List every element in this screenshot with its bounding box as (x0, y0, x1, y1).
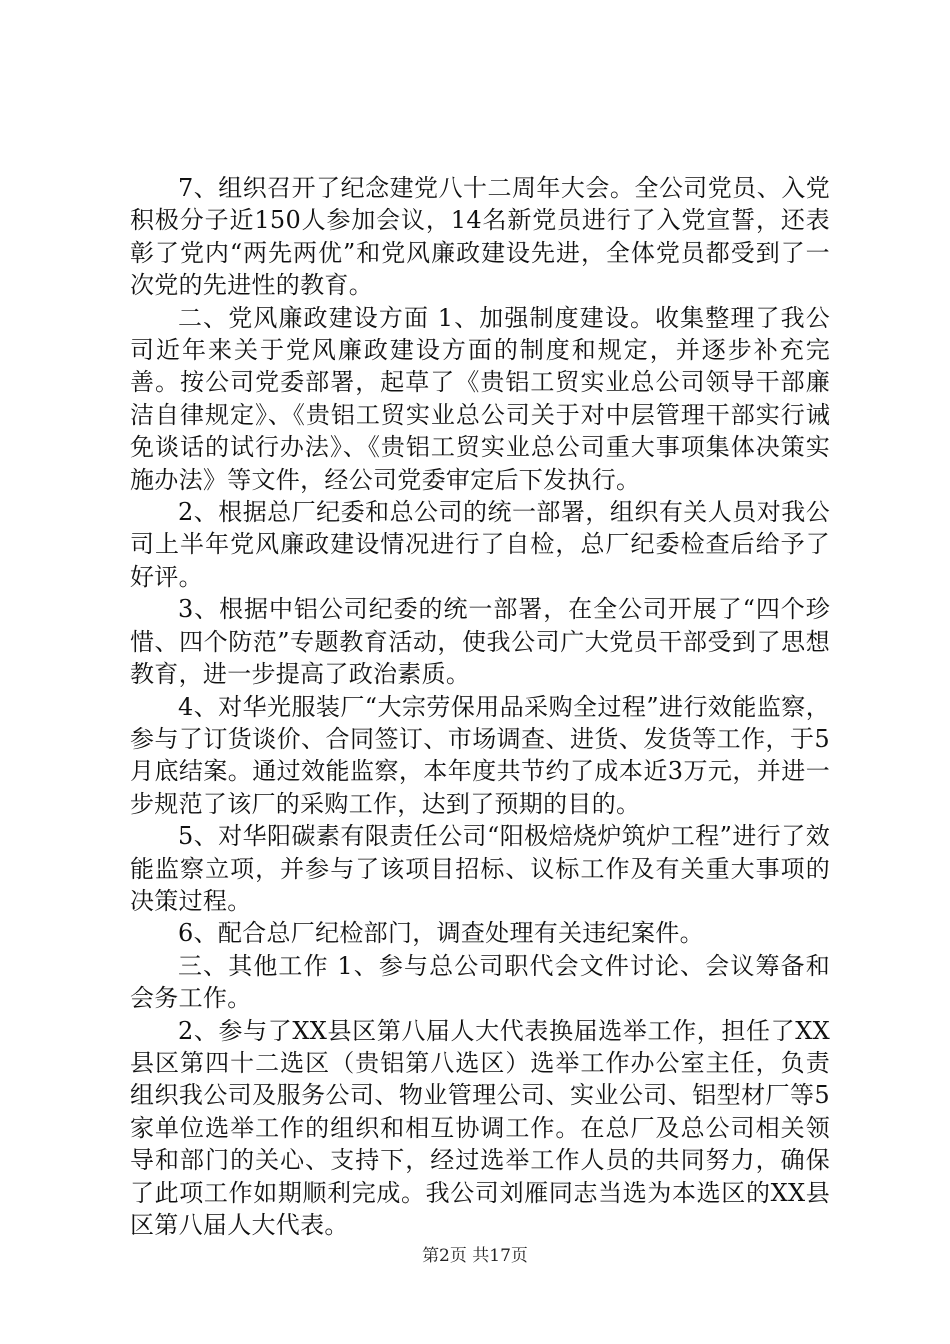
paragraph: 4、对华光服装厂“大宗劳保用品采购全过程”进行效能监察，参与了订货谈价、合同签订、市场调查、进货、发货等工作，于5月底结案。通过效能监察，本年度共节约了成本近3万元，并进一步规范了该厂的采购工作，达到了预期的目的。 (130, 692, 830, 818)
paragraph: 2、参与了XX县区第八届人大代表换届选举工作，担任了XX县区第四十二选区（贵铝第八选区）选举工作办公室主任，负责组织我公司及服务公司、物业管理公司、实业公司、铝型材厂等5家单位选举工作的组织和相互协调工作。在总厂及总公司相关领导和部门的关心、支持下，经过选举工作人员的共同努力，确保了此项工作如期顺利完成。我公司刘雁同志当选为本选区的XX县区第八届人大代表。 (130, 1016, 830, 1239)
paragraph: 5、对华阳碳素有限责任公司“阳极焙烧炉筑炉工程”进行了效能监察立项，并参与了该项目招标、议标工作及有关重大事项的决策过程。 (130, 822, 830, 915)
paragraph: 3、根据中铝公司纪委的统一部署，在全公司开展了“四个珍惜、四个防范”专题教育活动，使我公司广大党员干部受到了思想教育，进一步提高了政治素质。 (130, 595, 830, 689)
page-footer: 第2页 共17页 (422, 1246, 528, 1266)
document-body (130, 172, 830, 1241)
paragraph: 7、组织召开了纪念建党八十二周年大会。全公司党员、入党积极分子近150人参加会议，14名新党员进行了入党宣誓，还表彰了党内“两先两优”和党风廉政建设先进，全体党员都受到了一次党的先进性的教育。 (130, 174, 830, 300)
paragraph: 三、其他工作 1、参与总公司职代会文件讨论、会议筹备和会务工作。 (130, 951, 830, 1013)
paragraph: 6、配合总厂纪检部门，调查处理有关违纪案件。 (178, 919, 704, 948)
paragraph: 2、根据总厂纪委和总公司的统一部署，组织有关人员对我公司上半年党风廉政建设情况进行了自检，总厂纪委检查后给予了好评。 (130, 498, 830, 591)
paragraph: 二、党风廉政建设方面 1、加强制度建设。收集整理了我公司近年来关于党风廉政建设方面的制度和规定，并逐步补充完善。按公司党委部署，起草了《贵铝工贸实业总公司领导干部廉洁自律规定》、《贵铝工贸实业总公司关于对中层管理干部实行诫免谈话的试行办法》、《贵铝工贸实业总公司重大事项集体决策实施办法》等文件，经公司党委审定后下发执行。 (130, 303, 830, 494)
